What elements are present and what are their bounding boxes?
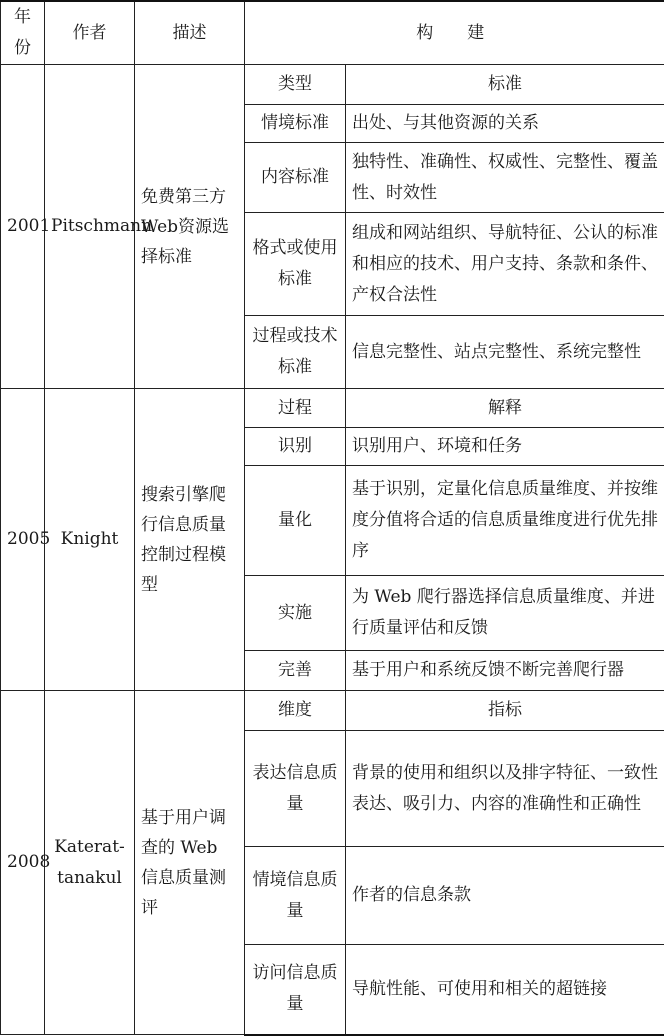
table-row [1,65,664,105]
year-cell: 2001 [1,65,45,389]
row-text: 信息完整性、站点完整性、系统完整性 [346,316,664,389]
row-label: 识别 [245,428,346,466]
table-header-row [1,1,664,65]
author-cell: Knight [45,389,135,691]
row-text: 作者的信息条款 [346,847,664,945]
year-cell: 2005 [1,389,45,691]
row-label: 格式或使用标准 [245,213,346,316]
description-cell: 搜索引擎爬行信息质量控制过程模型 [135,389,245,691]
year-cell: 2008 [1,691,45,1035]
row-label: 情境标准 [245,105,346,143]
row-text: 出处、与其他资源的关系 [346,105,664,143]
row-label: 表达信息质量 [245,731,346,847]
description-cell: 基于用户调查的 Web 信息质量测评 [135,691,245,1035]
table-row [1,691,664,731]
table-row [1,389,664,428]
sub-header-left: 类型 [245,65,346,105]
sub-header-right: 指标 [346,691,664,731]
row-text: 背景的使用和组织以及排字特征、一致性表达、吸引力、内容的准确性和正确性 [346,731,664,847]
sub-header-left: 维度 [245,691,346,731]
author-cell: Katerat-tanakul [45,691,135,1035]
row-label: 访问信息质量 [245,945,346,1035]
row-text: 为 Web 爬行器选择信息质量维度、并进行质量评估和反馈 [346,576,664,651]
row-text: 导航性能、可使用和相关的超链接 [346,945,664,1035]
row-text: 基于用户和系统反馈不断完善爬行器 [346,651,664,691]
header-author: 作者 [45,1,135,65]
row-text: 识别用户、环境和任务 [346,428,664,466]
row-text: 组成和网站组织、导航特征、公认的标准和相应的技术、用户支持、条款和条件、产权合法性 [346,213,664,316]
sub-header-right: 标准 [346,65,664,105]
row-label: 情境信息质量 [245,847,346,945]
header-year: 年份 [1,1,45,65]
header-description: 描述 [135,1,245,65]
header-construct: 构 建 [245,1,664,65]
sub-header-right: 解释 [346,389,664,428]
row-text: 独特性、准确性、权威性、完整性、覆盖性、时效性 [346,143,664,213]
row-label: 完善 [245,651,346,691]
description-cell: 免费第三方Web资源选择标准 [135,65,245,389]
row-text: 基于识别，定量化信息质量维度、并按维度分值将合适的信息质量维度进行优先排序 [346,466,664,576]
sub-header-left: 过程 [245,389,346,428]
row-label: 实施 [245,576,346,651]
row-label: 内容标准 [245,143,346,213]
author-cell: Pitschmann [45,65,135,389]
row-label: 过程或技术标准 [245,316,346,389]
row-label: 量化 [245,466,346,576]
